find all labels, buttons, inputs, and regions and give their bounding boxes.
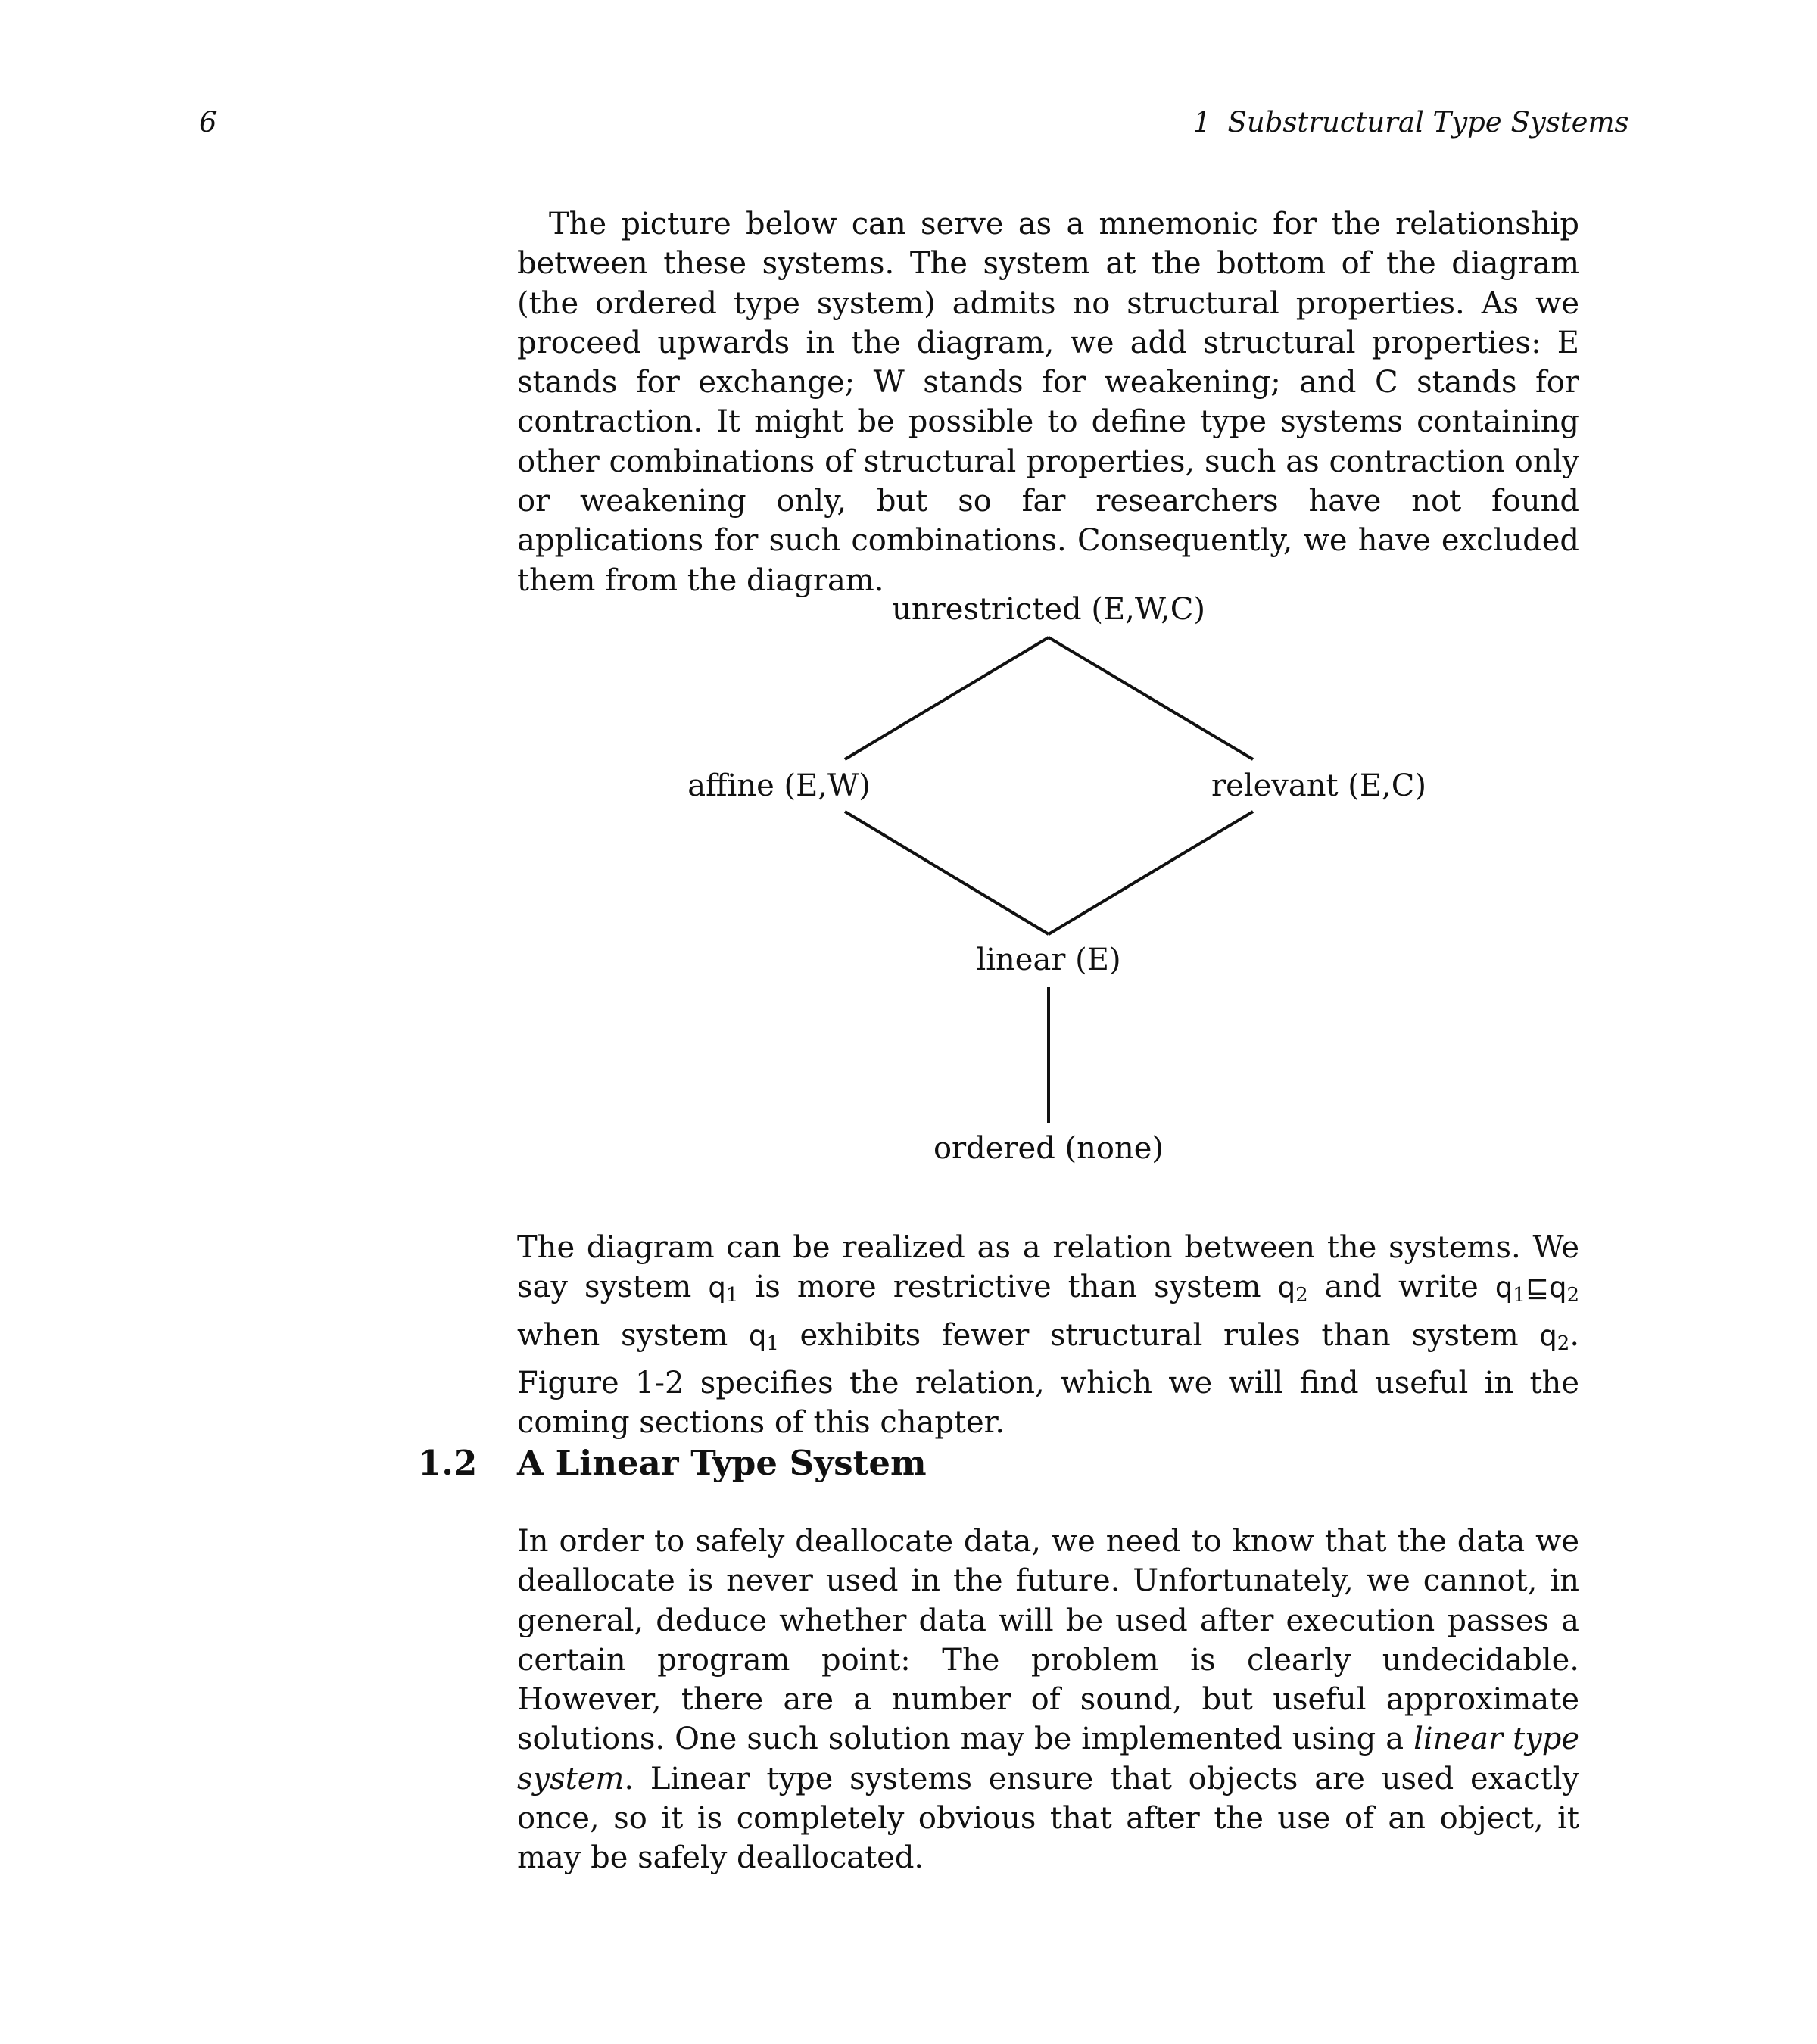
relation-text-1: The diagram can be realized as a relation between the systems. We say system: [517, 1230, 1579, 1305]
linear-text-1: In order to safely deallocate data, we need to know that the data we deallocate is never used in the future. Unfortunately, we cannot, in general, deduce whether data will be used after execution passes a certain program point: The problem is clearly undecidable. However, there are a number of sound, but useful approximate solutions. One such solution may be implemented using a: [517, 1524, 1579, 1757]
linear-paragraph: [517, 1522, 1579, 1878]
node-affine: affine (E,W): [687, 768, 871, 803]
edge-unrestricted-affine: [845, 637, 1049, 759]
page-number: 6: [199, 106, 217, 139]
symbol-q2: $q_2$: [1277, 1271, 1308, 1307]
node-unrestricted: unrestricted (E,W,C): [892, 592, 1205, 627]
relation-text-6: . Figure 1-2 specifies the relation, which we will find useful in the coming sections of this chapter.: [517, 1317, 1580, 1441]
edge-relevant-linear: [1049, 812, 1253, 934]
section-heading: [418, 1442, 927, 1485]
node-relevant: relevant (E,C): [1211, 768, 1426, 803]
relation-text-5: exhibits fewer structural rules than system: [799, 1317, 1519, 1353]
relation-text-3: and write: [1324, 1270, 1479, 1305]
node-ordered: ordered (none): [933, 1131, 1164, 1166]
relation-paragraph: [517, 1228, 1579, 1442]
relation-text-4: when system: [517, 1317, 728, 1353]
section-title: A Linear Type System: [517, 1443, 927, 1483]
edge-unrestricted-relevant: [1049, 637, 1253, 759]
linear-type-system-term: linear type system: [517, 1722, 1579, 1796]
symbol-q1: $q_1$: [708, 1271, 739, 1307]
chapter-number: 1: [1193, 106, 1211, 139]
symbol-q2: $q_2$: [1539, 1319, 1570, 1355]
intro-text: The picture below can serve as a mnemonic for the relationship between these systems. The system at the bottom of the diagram (the ordered type system) admits no structural properties. As we proceed upwards in the diagram, we add structural properties: E stands for exchange; W stands for weakening; and C stands for contraction. It might be possible to define type systems containing other combinations of structural properties, such as contraction only or weakening only, but so far researchers have not found applications for such combinations. Consequently, we have excluded them from the diagram.: [517, 207, 1579, 598]
linear-text-2: . Linear type systems ensure that objects are used exactly once, so it is completely obvious that after the use of an object, it may be safely deallocated.: [517, 1761, 1579, 1876]
node-linear: linear (E): [976, 943, 1121, 977]
formula-q1-sqsubseteq-q2: $q_1⊑q_2$: [1494, 1271, 1580, 1307]
relation-text-2: is more restrictive than system: [755, 1270, 1261, 1305]
edge-affine-linear: [845, 812, 1049, 934]
chapter-title: Substructural Type Systems: [1227, 106, 1629, 139]
symbol-q1: $q_1$: [748, 1319, 779, 1355]
section-number: 1.2: [418, 1443, 478, 1483]
